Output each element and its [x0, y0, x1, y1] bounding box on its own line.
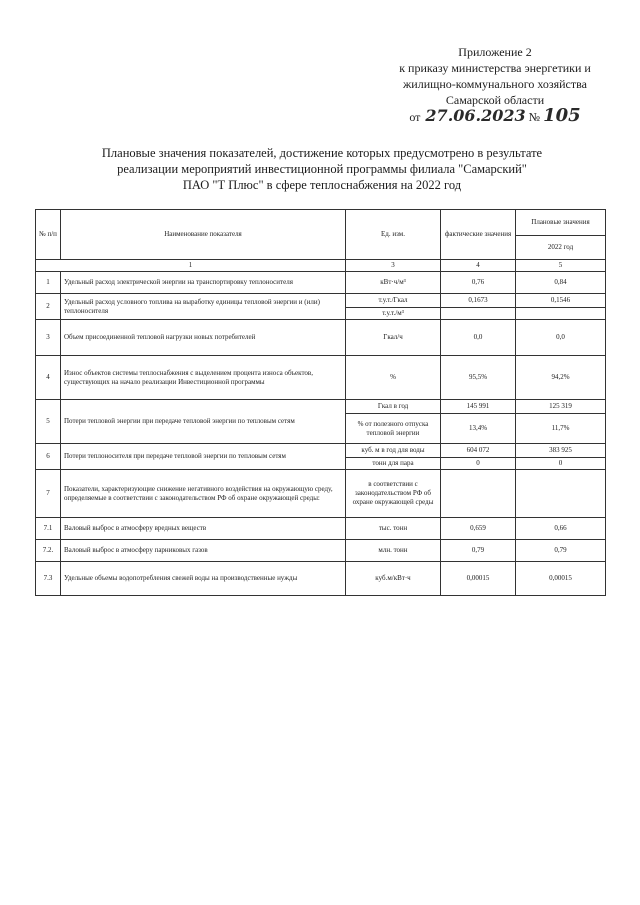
header-num: № п/п [36, 210, 61, 260]
row-plan: 0,79 [516, 540, 606, 562]
row-name: Износ объектов системы теплоснабжения с выделением процента износа объектов, существующих на начало реализации Инвестиционной программы [61, 356, 346, 400]
row-num: 3 [36, 320, 61, 356]
appendix-block [380, 44, 610, 128]
row-unit: млн. тонн [346, 540, 441, 562]
row-unit-2: т.у.т./м³ [346, 308, 441, 320]
table-row [36, 356, 606, 400]
document-title [82, 145, 562, 193]
row-actual-2 [441, 308, 516, 320]
row-unit: тыс. тонн [346, 518, 441, 540]
row-num: 5 [36, 400, 61, 444]
row-unit-2: % от полезного отпуска тепловой энергии [346, 414, 441, 444]
table-row [36, 518, 606, 540]
handwritten-number: 105 [543, 105, 581, 126]
row-plan: 0,1546 [516, 294, 606, 308]
title-line-1: Плановые значения показателей, достижение которых предусмотрено в результате [101, 146, 543, 160]
table-row [36, 320, 606, 356]
row-name: Потери теплоносителя при передаче тепловой энергии по тепловым сетям [61, 444, 346, 470]
header-name: Наименование показателя [61, 210, 346, 260]
row-actual: 95,5% [441, 356, 516, 400]
row-actual: 0,00015 [441, 562, 516, 596]
row-unit: в соответствии с законодательством РФ об охране окружающей среды [346, 470, 441, 518]
table-row [36, 272, 606, 294]
header-unit: Ед. изм. [346, 210, 441, 260]
row-unit: % [346, 356, 441, 400]
row-num: 7.3 [36, 562, 61, 596]
number-prefix: № [528, 110, 541, 124]
row-plan: 94,2% [516, 356, 606, 400]
row-plan-2 [516, 308, 606, 320]
row-unit: куб. м в год для воды [346, 444, 441, 458]
table-header-row [36, 210, 606, 236]
col-number-5: 5 [516, 260, 606, 272]
table-row [36, 400, 606, 414]
row-unit: кВт·ч/м³ [346, 272, 441, 294]
row-actual: 0,0 [441, 320, 516, 356]
row-actual: 0,1673 [441, 294, 516, 308]
appendix-title: Приложение 2 [458, 45, 532, 59]
row-plan: 0,00015 [516, 562, 606, 596]
row-name: Потери тепловой энергии при передаче тепловой энергии по тепловым сетям [61, 400, 346, 444]
row-actual: 604 072 [441, 444, 516, 458]
header-plan-year: 2022 год [516, 236, 606, 260]
row-name: Удельный расход электрической энергии на транспортировку теплоносителя [61, 272, 346, 294]
table-row [36, 444, 606, 458]
row-num: 7.1 [36, 518, 61, 540]
row-name: Удельный расход условного топлива на выработку единицы тепловой энергии и (или) теплоносителя [61, 294, 346, 320]
col-number-1: 1 [36, 260, 346, 272]
row-actual: 0,79 [441, 540, 516, 562]
row-actual-2: 0 [441, 458, 516, 470]
row-actual-2: 13,4% [441, 414, 516, 444]
table-row [36, 294, 606, 308]
row-actual: 0,76 [441, 272, 516, 294]
row-actual: 0,659 [441, 518, 516, 540]
row-actual [441, 470, 516, 518]
indicators-table [35, 209, 606, 596]
header-actual: фактические значения [441, 210, 516, 260]
appendix-ministry-line: жилищно-коммунального хозяйства [403, 77, 587, 91]
row-name: Валовый выброс в атмосферу парниковых газов [61, 540, 346, 562]
row-plan [516, 470, 606, 518]
row-unit-2: тонн для пара [346, 458, 441, 470]
row-name: Удельные объемы водопотребления свежей воды на производственные нужды [61, 562, 346, 596]
row-num: 1 [36, 272, 61, 294]
row-unit: Гкал/ч [346, 320, 441, 356]
handwritten-date: 27.06.2023 [425, 106, 526, 125]
appendix-order-line: к приказу министерства энергетики и [399, 61, 591, 75]
row-num: 7 [36, 470, 61, 518]
title-line-2: реализации мероприятий инвестиционной программы филиала "Самарский" [117, 162, 527, 176]
row-plan: 383 925 [516, 444, 606, 458]
row-num: 2 [36, 294, 61, 320]
row-plan: 125 319 [516, 400, 606, 414]
row-name: Объем присоединенной тепловой нагрузки новых потребителей [61, 320, 346, 356]
table-row [36, 562, 606, 596]
row-unit: т.у.т./Гкал [346, 294, 441, 308]
row-name: Валовый выброс в атмосферу вредных веществ [61, 518, 346, 540]
appendix-date-line [380, 105, 610, 128]
row-plan-2: 11,7% [516, 414, 606, 444]
row-plan-2: 0 [516, 458, 606, 470]
date-prefix: от [409, 110, 421, 124]
table-row [36, 470, 606, 518]
header-plan: Плановые значения [516, 210, 606, 236]
table-row [36, 540, 606, 562]
column-number-row [36, 260, 606, 272]
row-num: 7.2. [36, 540, 61, 562]
row-num: 4 [36, 356, 61, 400]
row-unit: куб.м/кВт·ч [346, 562, 441, 596]
appendix-region-line: Самарской области [445, 93, 545, 107]
row-name: Показатели, характеризующие снижение негативного воздействия на окружающую среду, определяемые в соответствии с законодательством РФ об охране окружающей среды: [61, 470, 346, 518]
row-unit: Гкал в год [346, 400, 441, 414]
col-number-3: 3 [346, 260, 441, 272]
row-plan: 0,84 [516, 272, 606, 294]
row-num: 6 [36, 444, 61, 470]
row-actual: 145 991 [441, 400, 516, 414]
row-plan: 0,0 [516, 320, 606, 356]
col-number-4: 4 [441, 260, 516, 272]
title-line-3: ПАО "Т Плюс" в сфере теплоснабжения на 2022 год [182, 178, 462, 192]
row-plan: 0,66 [516, 518, 606, 540]
